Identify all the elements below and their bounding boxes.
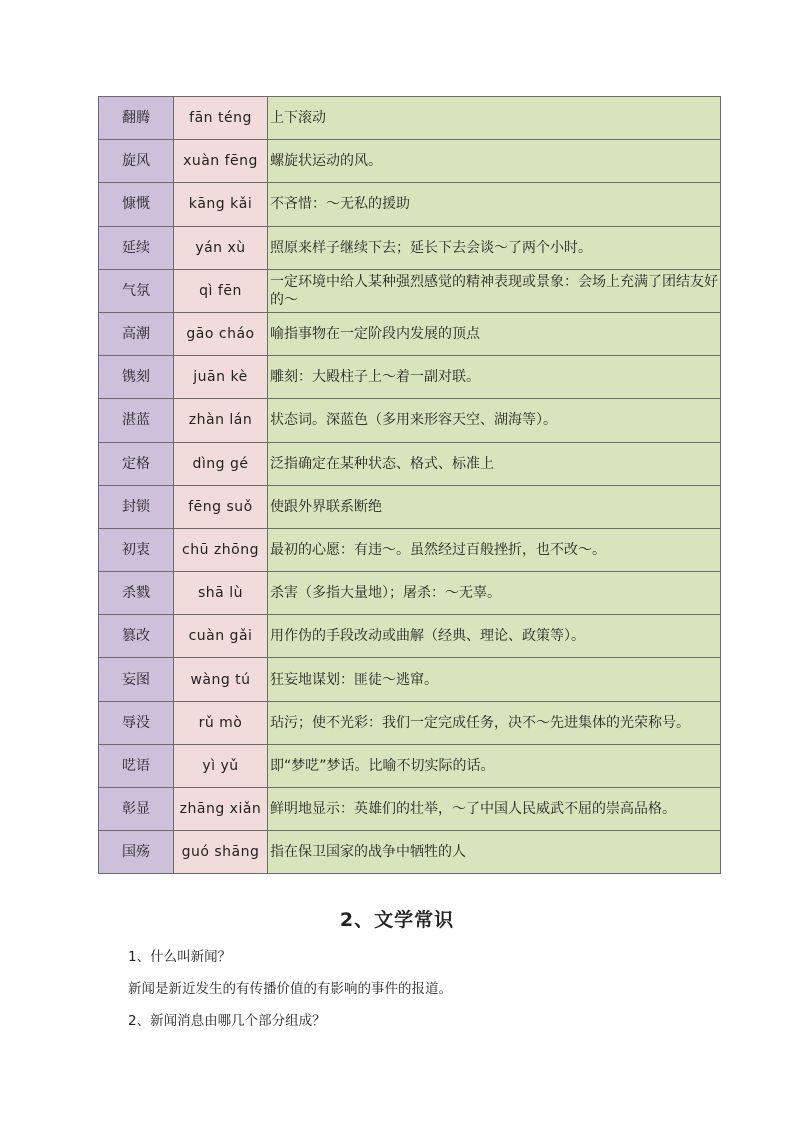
pinyin-cell: yán xù (174, 226, 268, 269)
section-title: 2、文学常识 (339, 909, 455, 931)
word-cell: 篡改 (99, 615, 174, 658)
pinyin-cell: wàng tú (174, 658, 268, 701)
table-row (99, 140, 721, 183)
definition-cell: 最初的心愿：有违～。虽然经过百般挫折，也不改～。 (268, 528, 721, 571)
definition-cell: 雕刻：大殿柱子上～着一副对联。 (268, 356, 721, 399)
word-cell: 高潮 (99, 312, 174, 355)
table-row (99, 226, 721, 269)
definition-cell: 指在保卫国家的战争中牺牲的人 (268, 831, 721, 874)
pinyin-cell: dìng gé (174, 442, 268, 485)
table-row (99, 312, 721, 355)
definition-cell: 照原来样子继续下去；延长下去会谈～了两个小时。 (268, 226, 721, 269)
definition-cell: 一定环境中给人某种强烈感觉的精神表现或景象：会场上充满了团结友好的～ (268, 269, 721, 312)
word-cell: 初衷 (99, 528, 174, 571)
table-row (99, 97, 721, 140)
table-row (99, 442, 721, 485)
word-cell: 辱没 (99, 701, 174, 744)
pinyin-cell: kāng kǎi (174, 183, 268, 226)
word-cell: 国殇 (99, 831, 174, 874)
word-cell: 封锁 (99, 485, 174, 528)
word-cell: 呓语 (99, 744, 174, 787)
question-2: 2、新闻消息由哪几个部分组成？ (128, 1013, 326, 1029)
table-row (99, 356, 721, 399)
word-cell: 湛蓝 (99, 399, 174, 442)
table-row (99, 744, 721, 787)
definition-cell: 鲜明地显示：英雄们的壮举，～了中国人民威武不屈的崇高品格。 (268, 788, 721, 831)
word-cell: 气氛 (99, 269, 174, 312)
pinyin-cell: zhàn lán (174, 399, 268, 442)
table-row (99, 528, 721, 571)
table-row (99, 572, 721, 615)
pinyin-cell: qì fēn (174, 269, 268, 312)
definition-cell: 用作伪的手段改动或曲解（经典、理论、政策等）。 (268, 615, 721, 658)
definition-cell: 玷污；使不光彩：我们一定完成任务，决不～先进集体的光荣称号。 (268, 701, 721, 744)
definition-cell: 使跟外界联系断绝 (268, 485, 721, 528)
pinyin-cell: cuàn gǎi (174, 615, 268, 658)
table-row (99, 615, 721, 658)
pinyin-cell: fēng suǒ (174, 485, 268, 528)
table-row (99, 788, 721, 831)
answer-1: 新闻是新近发生的有传播价值的有影响的事件的报道。 (128, 981, 452, 997)
definition-cell: 泛指确定在某种状态、格式、标准上 (268, 442, 721, 485)
definition-cell: 杀害（多指大量地）；屠杀：～无辜。 (268, 572, 721, 615)
pinyin-cell: chū zhōng (174, 528, 268, 571)
word-cell: 彰显 (99, 788, 174, 831)
question-1: 1、什么叫新闻？ (128, 949, 232, 965)
table-row (99, 701, 721, 744)
pinyin-cell: fān téng (174, 97, 268, 140)
pinyin-cell: guó shāng (174, 831, 268, 874)
table-row (99, 658, 721, 701)
word-cell: 翻腾 (99, 97, 174, 140)
word-cell: 定格 (99, 442, 174, 485)
pinyin-cell: zhāng xiǎn (174, 788, 268, 831)
table-row (99, 183, 721, 226)
pinyin-cell: shā lù (174, 572, 268, 615)
word-cell: 慷慨 (99, 183, 174, 226)
word-cell: 镌刻 (99, 356, 174, 399)
pinyin-cell: rǔ mò (174, 701, 268, 744)
word-cell: 妄图 (99, 658, 174, 701)
vocabulary-table (98, 96, 721, 874)
table-row (99, 269, 721, 312)
pinyin-cell: yì yǔ (174, 744, 268, 787)
word-cell: 杀戮 (99, 572, 174, 615)
definition-cell: 状态词。深蓝色（多用来形容天空、湖海等）。 (268, 399, 721, 442)
word-cell: 旋风 (99, 140, 174, 183)
pinyin-cell: xuàn fēng (174, 140, 268, 183)
table-row (99, 399, 721, 442)
definition-cell: 狂妄地谋划：匪徒～逃窜。 (268, 658, 721, 701)
word-cell: 延续 (99, 226, 174, 269)
pinyin-cell: juān kè (174, 356, 268, 399)
definition-cell: 螺旋状运动的风。 (268, 140, 721, 183)
table-row (99, 831, 721, 874)
definition-cell: 即“梦呓”梦话。比喻不切实际的话。 (268, 744, 721, 787)
definition-cell: 不吝惜：～无私的援助 (268, 183, 721, 226)
table-row (99, 485, 721, 528)
pinyin-cell: gāo cháo (174, 312, 268, 355)
vocabulary-table-body (99, 97, 721, 874)
definition-cell: 上下滚动 (268, 97, 721, 140)
definition-cell: 喻指事物在一定阶段内发展的顶点 (268, 312, 721, 355)
